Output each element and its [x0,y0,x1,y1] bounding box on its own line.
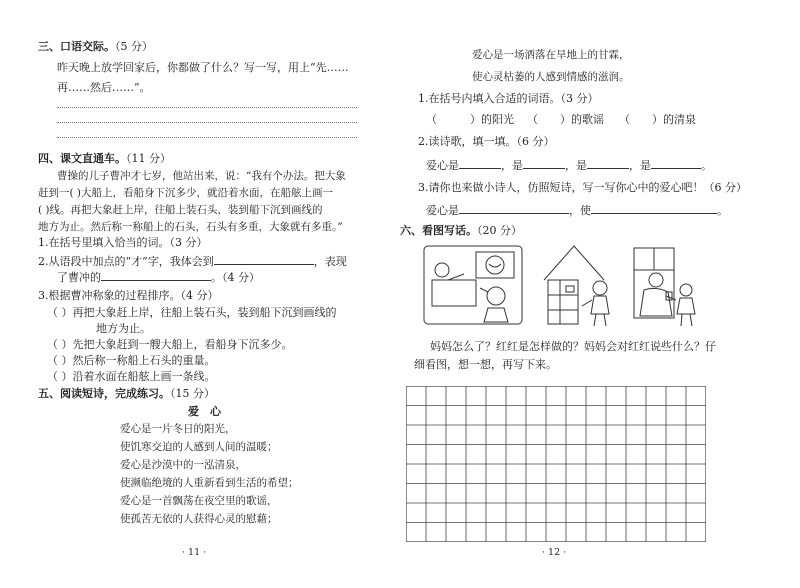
passage-line: ( )线。再把大象赶上岸，往船上装石头，装到船下沉到画线的 [38,204,323,216]
poem-line: 使濒临绝境的人重新看到生活的希望； [120,477,299,489]
page-number: · 12 · [542,547,567,558]
answer-blank[interactable] [101,270,211,281]
writing-grid[interactable] [406,386,706,542]
question-5-3: 3.请你也来做小诗人，仿照短诗，写一写你心中的爱心吧！（6 分） [418,181,747,194]
poem-title: 爱 心 [188,405,221,418]
poem-line: 使孤苦无依的人获得心灵的慰藉； [120,513,278,525]
poem-line: 爱心是一首飘荡在夜空里的歌谣， [120,495,278,507]
answer-blank[interactable] [459,203,569,214]
writing-line[interactable] [57,137,357,138]
question-5-1-items: （ ）的阳光 （ ）的歌谣 （ ）的清泉 [426,113,696,126]
section-4-heading: 四、课文直通车。（11 分） [38,152,171,165]
writing-prompt-cont: 细看图，想一想，再写下来。 [414,358,557,371]
illustration-girl-helps-mom [630,240,710,330]
poem-line: 使心灵枯萎的人感到情感的滋润。 [472,71,630,83]
section-6-heading: 六、看图写话。（20 分） [400,224,522,237]
ordering-item[interactable]: （ ）再把大象赶上岸，往船上装石头，装到船下沉到画线的 [47,306,337,319]
section-3-instruction-cont: 再……然后……”。 [57,81,151,94]
answer-blank[interactable] [523,158,565,169]
poem-line: 使饥寒交迫的人感到人间的温暖； [120,441,278,453]
section-5-heading: 五、阅读短诗，完成练习。（15 分） [38,387,215,400]
question-4-2: 2.从语段中加点的“才”字，我体会到 ，表现 [38,255,347,268]
section-3-instruction: 昨天晚上放学回家后，你都做了什么？写一写，用上“先…… [57,61,349,74]
illustration-girl-medicine [540,240,630,330]
page-number: · 11 · [182,547,207,558]
answer-paren[interactable]: （ ） [527,113,571,126]
ordering-item[interactable]: （ ）然后称一称船上石头的重量。 [47,354,216,367]
question-5-3-line: 爱心是 ，使 。 [426,204,728,217]
passage-line: 曹操的儿子曹冲才七岁，他站出来，说：“我有个办法。把大象 [57,170,346,182]
section-3-heading: 三、口语交际。（5 分） [38,40,153,53]
writing-prompt: 妈妈怎么了？红红是怎样做的？妈妈会对红红说些什么？仔 [430,340,716,353]
ordering-item[interactable]: （ ）沿着水面在船舷上画一条线。 [47,370,216,383]
question-5-2: 2.读诗歌，填一填。（6 分） [418,135,555,148]
illustration-mom-sick [418,240,528,330]
question-5-2-line: 爱心是 ，是 ，是 ，是 。 [426,159,712,172]
answer-blank[interactable] [214,254,314,265]
answer-paren[interactable]: （ ） [426,113,481,126]
question-5-1: 1.在括号内填入合适的词语。（3 分） [418,92,599,105]
question-4-3: 3.根据曹冲称象的过程排序。（4 分） [38,289,219,302]
writing-line[interactable] [57,107,357,108]
answer-blank[interactable] [591,203,717,214]
answer-paren[interactable]: （ ） [619,113,663,126]
question-4-2-cont: 了曹冲的 。（4 分） [57,271,260,284]
answer-blank[interactable] [587,158,629,169]
poem-line: 爱心是一片冬日的阳光， [120,423,236,435]
writing-line[interactable] [57,122,357,123]
answer-blank[interactable] [651,158,701,169]
poem-line: 爱心是沙漠中的一泓清泉， [120,459,246,471]
ordering-item[interactable]: （ ）先把大象赶到一艘大船上，看船身下沉多少。 [47,338,293,351]
answer-blank[interactable] [459,158,501,169]
question-4-1: 1.在括号里填入恰当的词。（3 分） [38,236,208,249]
ordering-item-cont: 地方为止。 [96,322,151,335]
poem-line: 爱心是一场洒落在旱地上的甘霖， [472,49,630,61]
passage-line: 赶到一( )大船上，看船身下沉多少，就沿着水面，在船舷上画一 [38,187,334,199]
passage-line: 地方为止。然后称一称船上的石头，石头有多重，大象就有多重。” [38,221,343,233]
